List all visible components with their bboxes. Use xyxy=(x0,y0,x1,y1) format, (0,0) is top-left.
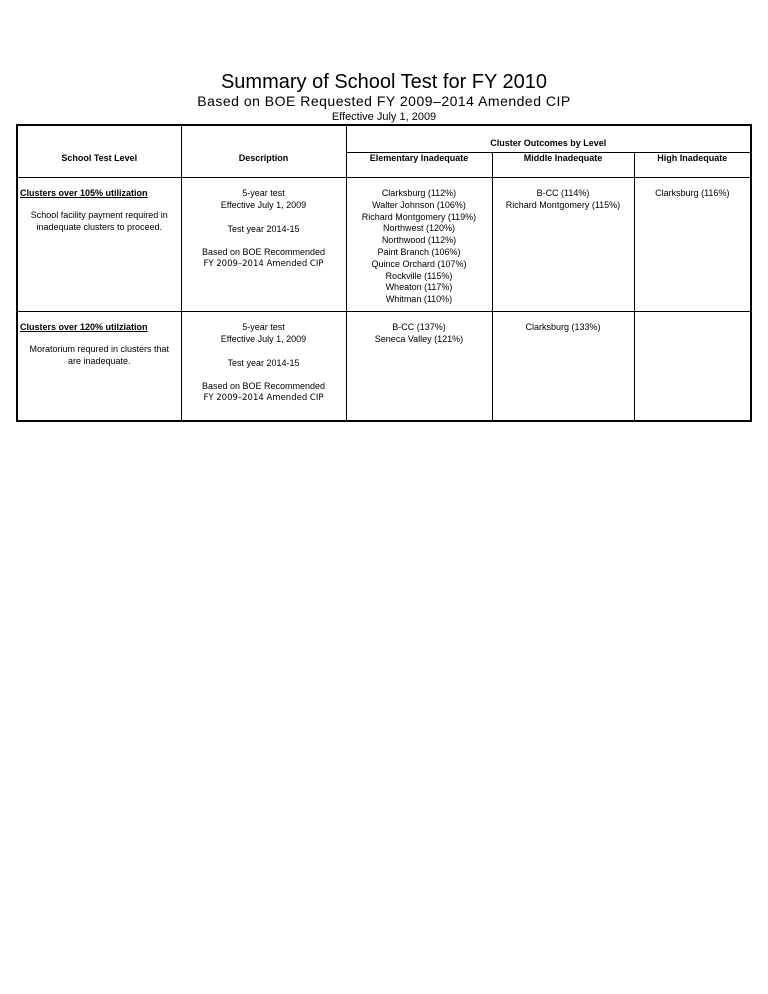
column-header-school-test-level: School Test Level xyxy=(17,153,181,178)
school-test-table xyxy=(16,124,752,422)
table-row xyxy=(17,178,751,312)
cluster-entry: Clarksburg (133%) xyxy=(525,322,601,332)
cluster-entry: Wheaton (117%) xyxy=(385,282,453,293)
high-cell xyxy=(634,178,751,312)
elementary-list xyxy=(347,178,492,306)
description-line: Based on BOE Recommended xyxy=(201,381,326,392)
column-header-elementary: Elementary Inadequate xyxy=(346,153,492,178)
group-header-row xyxy=(17,125,751,153)
column-header-description: Description xyxy=(181,153,346,178)
cluster-entry: Northwood (112%) xyxy=(381,235,457,246)
middle-list xyxy=(493,312,634,334)
cluster-entry: Richard Montgomery (115%) xyxy=(505,199,621,210)
column-header-middle: Middle Inadequate xyxy=(492,153,634,178)
cluster-entry: Quince Orchard (107%) xyxy=(371,258,467,269)
description-line: 5-year test xyxy=(242,188,285,198)
test-level-heading: Clusters over 105% utilization xyxy=(20,188,148,198)
high-cell xyxy=(634,312,751,422)
test-level-note: Moratorium requred in clusters that are inadequate. xyxy=(29,343,170,366)
test-level-cell xyxy=(17,178,181,312)
description-line: Test year 2014-15 xyxy=(227,357,300,368)
description-line: 5-year test xyxy=(242,322,285,332)
test-level-note: School facility payment required in inadequate clusters to proceed. xyxy=(30,209,168,232)
header-spacer xyxy=(17,125,181,153)
cluster-entry: Northwest (120%) xyxy=(382,223,456,234)
high-list xyxy=(635,178,751,200)
cluster-entry: Richard Montgomery (119%) xyxy=(361,211,477,222)
cluster-entry: Clarksburg (112%) xyxy=(381,188,457,198)
elementary-list xyxy=(347,312,492,346)
description-cell xyxy=(181,312,346,422)
cluster-entry: B-CC (114%) xyxy=(536,188,590,198)
effective-date: Effective July 1, 2009 xyxy=(331,111,437,123)
page-title: Summary of School Test for FY 2010 xyxy=(220,71,548,93)
header-spacer xyxy=(181,125,346,153)
column-header-high: High Inadequate xyxy=(634,153,751,178)
column-header-row xyxy=(17,153,751,178)
cluster-entry: Paint Branch (106%) xyxy=(377,246,461,257)
test-level-cell xyxy=(17,312,181,422)
cluster-entry: Clarksburg (116%) xyxy=(655,188,730,198)
cluster-entry: Walter Johnson (106%) xyxy=(372,199,466,210)
page-subtitle: Based on BOE Requested FY 2009–2014 Amended CIP xyxy=(197,93,571,109)
test-level-heading: Clusters over 120% utilziation xyxy=(20,322,148,332)
elementary-cell xyxy=(346,312,492,422)
description-cell xyxy=(181,178,346,312)
description-line: Based on BOE Recommended xyxy=(201,247,326,258)
description-line: Effective July 1, 2009 xyxy=(220,199,307,210)
high-list xyxy=(635,312,751,322)
cluster-entry: B-CC (137%) xyxy=(392,322,446,332)
middle-cell xyxy=(492,178,634,312)
cluster-entry: Seneca Valley (121%) xyxy=(374,333,464,344)
cluster-entry: Rockville (115%) xyxy=(385,270,453,281)
middle-list xyxy=(493,178,634,212)
cluster-outcomes-header: Cluster Outcomes by Level xyxy=(346,125,751,153)
description-line: Test year 2014-15 xyxy=(227,223,300,234)
description-line: Effective July 1, 2009 xyxy=(220,333,307,344)
description-line: FY 2009–2014 Amended CIP xyxy=(203,393,324,404)
elementary-cell xyxy=(346,178,492,312)
table-row xyxy=(17,312,751,422)
middle-cell xyxy=(492,312,634,422)
cluster-entry: Whitman (110%) xyxy=(385,294,453,305)
description-line: FY 2009–2014 Amended CIP xyxy=(203,259,324,270)
